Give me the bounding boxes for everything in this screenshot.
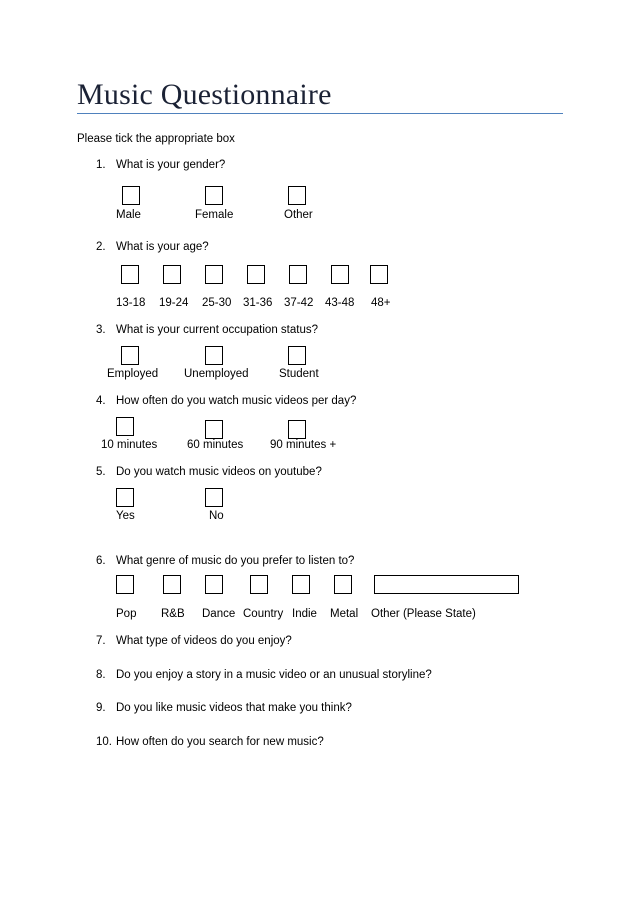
checkbox-occupation-student[interactable] — [288, 346, 306, 365]
question-8-number: 8. — [96, 669, 106, 681]
option-label: Male — [116, 209, 141, 221]
checkbox-youtube-no[interactable] — [205, 488, 223, 507]
checkbox-genre-indie[interactable] — [292, 575, 310, 594]
option-label: 10 minutes — [101, 439, 158, 451]
question-3-number: 3. — [96, 324, 106, 336]
option-label: Metal — [330, 608, 359, 620]
checkbox-age-43-48[interactable] — [331, 265, 349, 284]
question-9-text: Do you like music videos that make you think? — [116, 702, 352, 714]
title-underline — [77, 113, 563, 114]
option-label: No — [209, 510, 224, 522]
option-label: 37-42 — [284, 297, 314, 309]
checkbox-age-19-24[interactable] — [163, 265, 181, 284]
checkbox-genre-metal[interactable] — [334, 575, 352, 594]
question-7-number: 7. — [96, 635, 106, 647]
question-7-text: What type of videos do you enjoy? — [116, 635, 292, 647]
checkbox-gender-male[interactable] — [122, 186, 140, 205]
option-label: 25-30 — [202, 297, 232, 309]
checkbox-genre-country[interactable] — [250, 575, 268, 594]
option-label: Employed — [107, 368, 159, 380]
question-6-text: What genre of music do you prefer to listen to? — [116, 555, 355, 567]
option-label: Other (Please State) — [371, 608, 476, 620]
page-title: Music Questionnaire — [77, 78, 332, 111]
question-2-text: What is your age? — [116, 241, 209, 253]
checkbox-age-31-36[interactable] — [247, 265, 265, 284]
question-4-number: 4. — [96, 395, 106, 407]
checkbox-youtube-yes[interactable] — [116, 488, 134, 507]
question-1-number: 1. — [96, 159, 106, 171]
option-label: 43-48 — [325, 297, 355, 309]
checkbox-genre-dance[interactable] — [205, 575, 223, 594]
question-4-text: How often do you watch music videos per day? — [116, 395, 357, 407]
checkbox-age-37-42[interactable] — [289, 265, 307, 284]
checkbox-genre-pop[interactable] — [116, 575, 134, 594]
other-genre-input[interactable] — [374, 575, 519, 594]
question-5-text: Do you watch music videos on youtube? — [116, 466, 322, 478]
option-label: Indie — [292, 608, 317, 620]
option-label: Country — [243, 608, 284, 620]
option-label: 31-36 — [243, 297, 273, 309]
checkbox-age-48-plus[interactable] — [370, 265, 388, 284]
option-label: 90 minutes + — [270, 439, 337, 451]
option-label: Pop — [116, 608, 137, 620]
question-6-number: 6. — [96, 555, 106, 567]
option-label: 13-18 — [116, 297, 146, 309]
question-8-text: Do you enjoy a story in a music video or an unusual storyline? — [116, 669, 432, 681]
option-label: Other — [284, 209, 313, 221]
checkbox-age-13-18[interactable] — [121, 265, 139, 284]
checkbox-occupation-employed[interactable] — [121, 346, 139, 365]
instruction-text: Please tick the appropriate box — [77, 133, 235, 145]
checkbox-genre-rnb[interactable] — [163, 575, 181, 594]
question-5-number: 5. — [96, 466, 106, 478]
option-label: Yes — [116, 510, 135, 522]
option-label: 60 minutes — [187, 439, 244, 451]
option-label: Unemployed — [184, 368, 249, 380]
question-9-number: 9. — [96, 702, 106, 714]
option-label: 19-24 — [159, 297, 189, 309]
question-1-text: What is your gender? — [116, 159, 226, 171]
option-label: Student — [279, 368, 319, 380]
checkbox-watch-60-minutes[interactable] — [205, 420, 223, 439]
option-label: Female — [195, 209, 234, 221]
question-10-number: 10. — [96, 736, 112, 748]
checkbox-age-25-30[interactable] — [205, 265, 223, 284]
question-3-text: What is your current occupation status? — [116, 324, 318, 336]
question-2-number: 2. — [96, 241, 106, 253]
question-10-text: How often do you search for new music? — [116, 736, 324, 748]
option-label: Dance — [202, 608, 236, 620]
option-label: R&B — [161, 608, 185, 620]
option-label: 48+ — [371, 297, 391, 309]
checkbox-gender-other[interactable] — [288, 186, 306, 205]
checkbox-occupation-unemployed[interactable] — [205, 346, 223, 365]
checkbox-watch-10-minutes[interactable] — [116, 417, 134, 436]
checkbox-watch-90-minutes[interactable] — [288, 420, 306, 439]
checkbox-gender-female[interactable] — [205, 186, 223, 205]
